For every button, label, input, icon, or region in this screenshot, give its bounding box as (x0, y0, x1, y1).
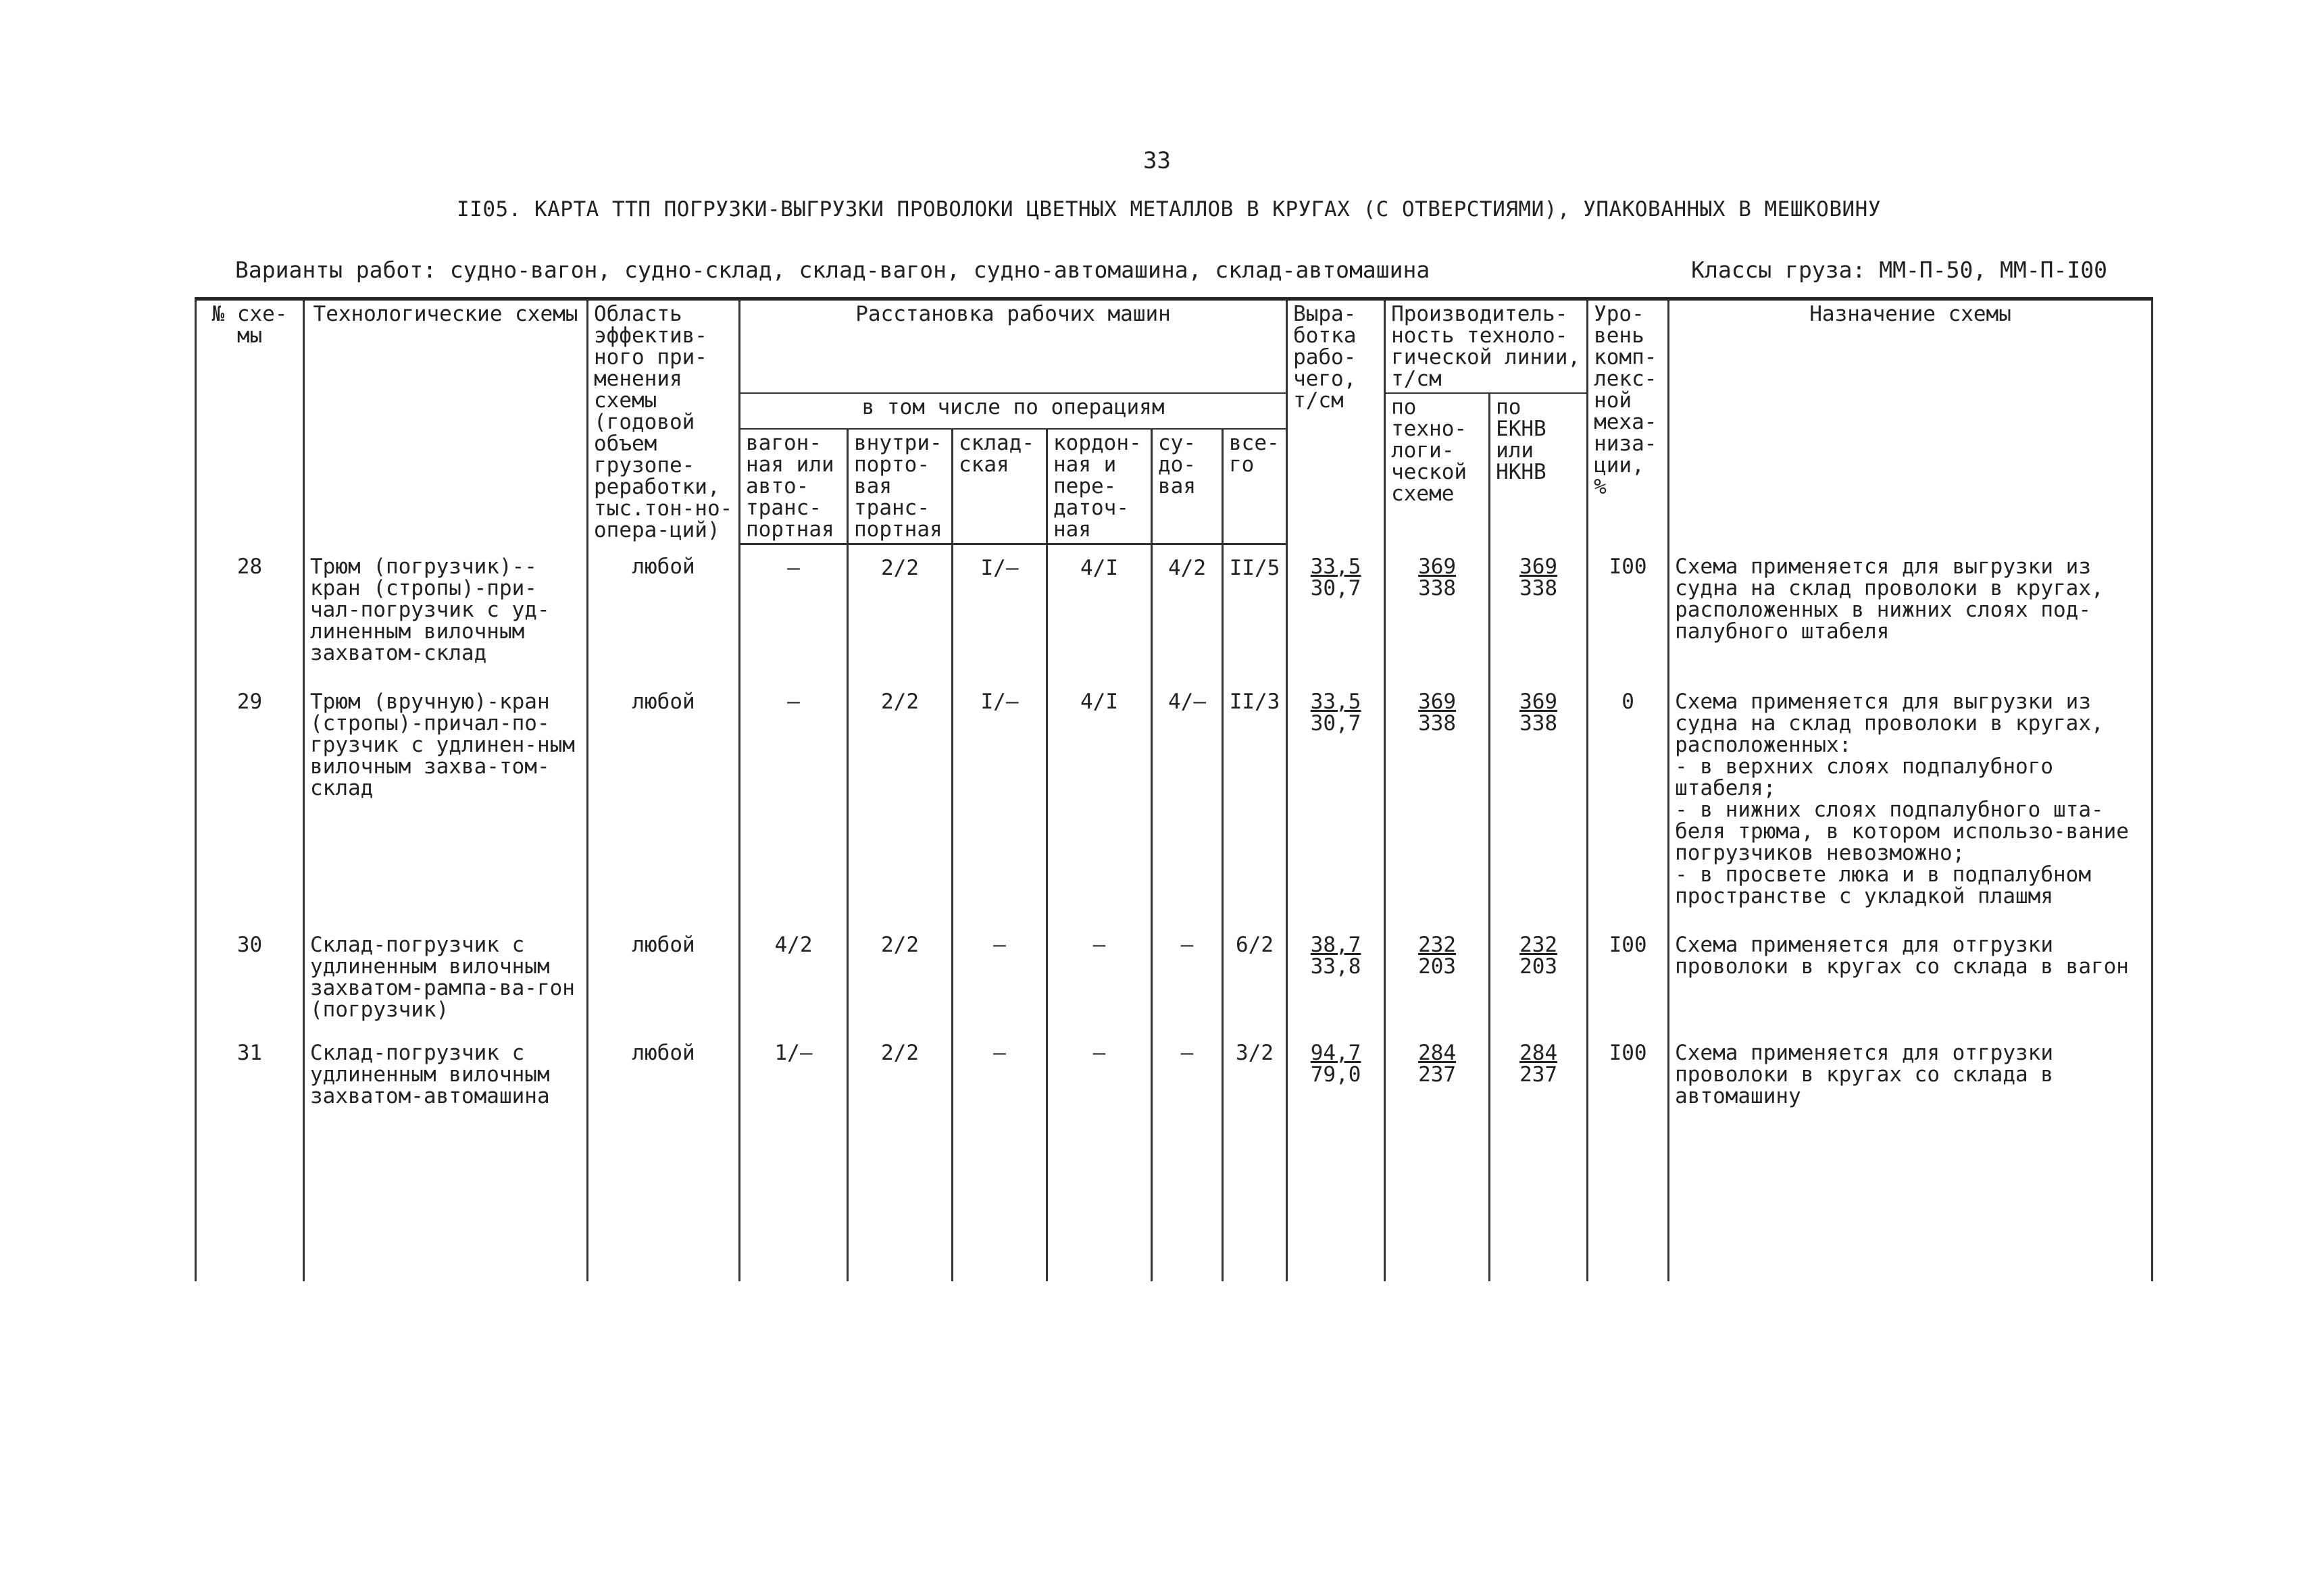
table-row (196, 679, 2153, 922)
col-header-by-eknv: по ЕКНВ или НКНВ (1490, 393, 1588, 544)
output-norm: 33,5 (1310, 690, 1361, 714)
col-header-mech-level: Уро-вень комп-лекс-ной меха-низа-ции, % (1588, 299, 1669, 544)
row-output (1287, 544, 1385, 679)
prod-eknv-actual: 338 (1519, 576, 1558, 600)
document-title: II05. КАРТА ТТП ПОГРУЗКИ-ВЫГРУЗКИ ПРОВОЛОКИ ЦВЕТНЫХ МЕТАЛЛОВ В КРУГАХ (С ОТВЕРСТИЯМИ), УПАКОВАННЫХ В МЕШКОВИНУ (457, 197, 1881, 222)
prod-scheme-norm: 284 (1418, 1041, 1457, 1065)
row-total: II/5 (1223, 544, 1287, 679)
row-inner: 2/2 (848, 679, 953, 922)
prod-scheme-actual: 237 (1418, 1062, 1457, 1087)
row-scheme: Склад-погрузчик с удлиненным вилочным захватом-рампа-ва-гон (погрузчик) (304, 922, 588, 1030)
row-ship: 4/– (1152, 679, 1223, 922)
row-num: 29 (196, 679, 304, 922)
col-header-wagon: вагон-ная или авто-транс-портная (740, 429, 848, 544)
row-scheme: Трюм (погрузчик)--кран (стропы)-при-чал-погрузчик с уд-линенным вилочным захватом-склад (304, 544, 588, 679)
output-norm: 94,7 (1310, 1041, 1361, 1065)
row-area: любой (588, 679, 740, 922)
row-mech: I00 (1588, 922, 1669, 1030)
row-area: любой (588, 922, 740, 1030)
prod-eknv-norm: 284 (1519, 1041, 1558, 1065)
output-norm: 38,7 (1310, 933, 1361, 957)
row-inner: 2/2 (848, 922, 953, 1030)
col-header-total: все-го (1223, 429, 1287, 544)
col-header-warehouse: склад-ская (953, 429, 1047, 544)
col-header-num: № схе-мы (196, 299, 304, 544)
row-total: 6/2 (1223, 922, 1287, 1030)
col-header-schemes: Технологические схемы (304, 299, 588, 544)
table-row (196, 544, 2153, 679)
row-wagon: 1/– (740, 1030, 848, 1281)
prod-scheme-norm: 369 (1418, 690, 1457, 714)
row-prod-eknv (1490, 544, 1588, 679)
output-actual: 30,7 (1310, 711, 1361, 736)
row-output (1287, 1030, 1385, 1281)
row-num: 28 (196, 544, 304, 679)
col-header-inner: внутри-порто-вая транс-портная (848, 429, 953, 544)
prod-eknv-norm: 369 (1519, 690, 1558, 714)
row-mech: I00 (1588, 1030, 1669, 1281)
row-purpose: Схема применяется для отгрузки проволоки в кругах со склада в вагон (1669, 922, 2153, 1030)
col-header-placement: Расстановка рабочих машин (740, 299, 1287, 394)
row-cordon: 4/I (1047, 679, 1152, 922)
row-inner: 2/2 (848, 544, 953, 679)
row-cordon: – (1047, 922, 1152, 1030)
row-prod-scheme (1385, 679, 1490, 922)
prod-eknv-actual: 203 (1519, 954, 1558, 979)
cargo-classes: Классы груза: ММ-П-50, ММ-П-I00 (1691, 257, 2107, 283)
row-area: любой (588, 1030, 740, 1281)
col-header-purpose: Назначение схемы (1669, 299, 2153, 544)
row-prod-scheme (1385, 922, 1490, 1030)
page-number: 33 (1143, 147, 1171, 174)
row-ship: – (1152, 922, 1223, 1030)
row-num: 31 (196, 1030, 304, 1281)
row-inner: 2/2 (848, 1030, 953, 1281)
work-variants: Варианты работ: судно-вагон, судно-склад, склад-вагон, судно-автомашина, склад-автомашина (235, 257, 1430, 283)
row-warehouse: – (953, 1030, 1047, 1281)
col-header-by-ops: в том числе по операциям (740, 393, 1287, 429)
row-num: 30 (196, 922, 304, 1030)
col-header-area: Область эффектив-ного при-менения схемы (годовой объем грузопе-реработки, тыс.тон-но-опера-ций) (588, 299, 740, 544)
table-row (196, 1030, 2153, 1281)
prod-scheme-actual: 338 (1418, 576, 1457, 600)
row-wagon: – (740, 679, 848, 922)
col-header-productivity: Производитель-ность техноло-гической линии, т/см (1385, 299, 1588, 394)
row-output (1287, 922, 1385, 1030)
row-output (1287, 679, 1385, 922)
col-header-ship: су-до-вая (1152, 429, 1223, 544)
row-purpose: Схема применяется для выгрузки из судна на склад проволоки в кругах, расположенных в нижних слоях под-палубного штабеля (1669, 544, 2153, 679)
prod-scheme-norm: 232 (1418, 933, 1457, 957)
prod-scheme-actual: 338 (1418, 711, 1457, 736)
row-warehouse: I/– (953, 679, 1047, 922)
row-prod-scheme (1385, 544, 1490, 679)
row-warehouse: – (953, 922, 1047, 1030)
row-purpose: Схема применяется для выгрузки из судна на склад проволоки в кругах, расположенных: - в верхних слоях подпалубного штабеля; - в нижних слоях подпалубного шта-беля трюма, в котором использо-вание погрузчиков невозможно; - в просвете люка и в подпалубном пространстве с укладкой плашмя (1669, 679, 2153, 922)
row-prod-scheme (1385, 1030, 1490, 1281)
row-wagon: 4/2 (740, 922, 848, 1030)
row-prod-eknv (1490, 1030, 1588, 1281)
row-wagon: – (740, 544, 848, 679)
row-cordon: – (1047, 1030, 1152, 1281)
output-actual: 79,0 (1310, 1062, 1361, 1087)
technology-map-table (195, 297, 2153, 1281)
row-cordon: 4/I (1047, 544, 1152, 679)
row-scheme: Трюм (вручную)-кран (стропы)-причал-по-грузчик с удлинен-ным вилочным захва-том-склад (304, 679, 588, 922)
output-actual: 33,8 (1310, 954, 1361, 979)
output-norm: 33,5 (1310, 555, 1361, 579)
prod-eknv-norm: 369 (1519, 555, 1558, 579)
prod-eknv-actual: 237 (1519, 1062, 1558, 1087)
prod-eknv-actual: 338 (1519, 711, 1558, 736)
row-prod-eknv (1490, 922, 1588, 1030)
row-area: любой (588, 544, 740, 679)
row-ship: 4/2 (1152, 544, 1223, 679)
prod-eknv-norm: 232 (1519, 933, 1558, 957)
col-header-by-scheme: по техно-логи-ческой схеме (1385, 393, 1490, 544)
row-total: 3/2 (1223, 1030, 1287, 1281)
row-ship: – (1152, 1030, 1223, 1281)
row-mech: I00 (1588, 544, 1669, 679)
col-header-output: Выра-ботка рабо-чего, т/см (1287, 299, 1385, 544)
row-mech: 0 (1588, 679, 1669, 922)
col-header-cordon: кордон-ная и пере-даточ-ная (1047, 429, 1152, 544)
row-prod-eknv (1490, 679, 1588, 922)
row-total: II/3 (1223, 679, 1287, 922)
row-warehouse: I/– (953, 544, 1047, 679)
prod-scheme-norm: 369 (1418, 555, 1457, 579)
row-scheme: Склад-погрузчик с удлиненным вилочным захватом-автомашина (304, 1030, 588, 1281)
row-purpose: Схема применяется для отгрузки проволоки в кругах со склада в автомашину (1669, 1030, 2153, 1281)
prod-scheme-actual: 203 (1418, 954, 1457, 979)
table-row (196, 922, 2153, 1030)
output-actual: 30,7 (1310, 576, 1361, 600)
